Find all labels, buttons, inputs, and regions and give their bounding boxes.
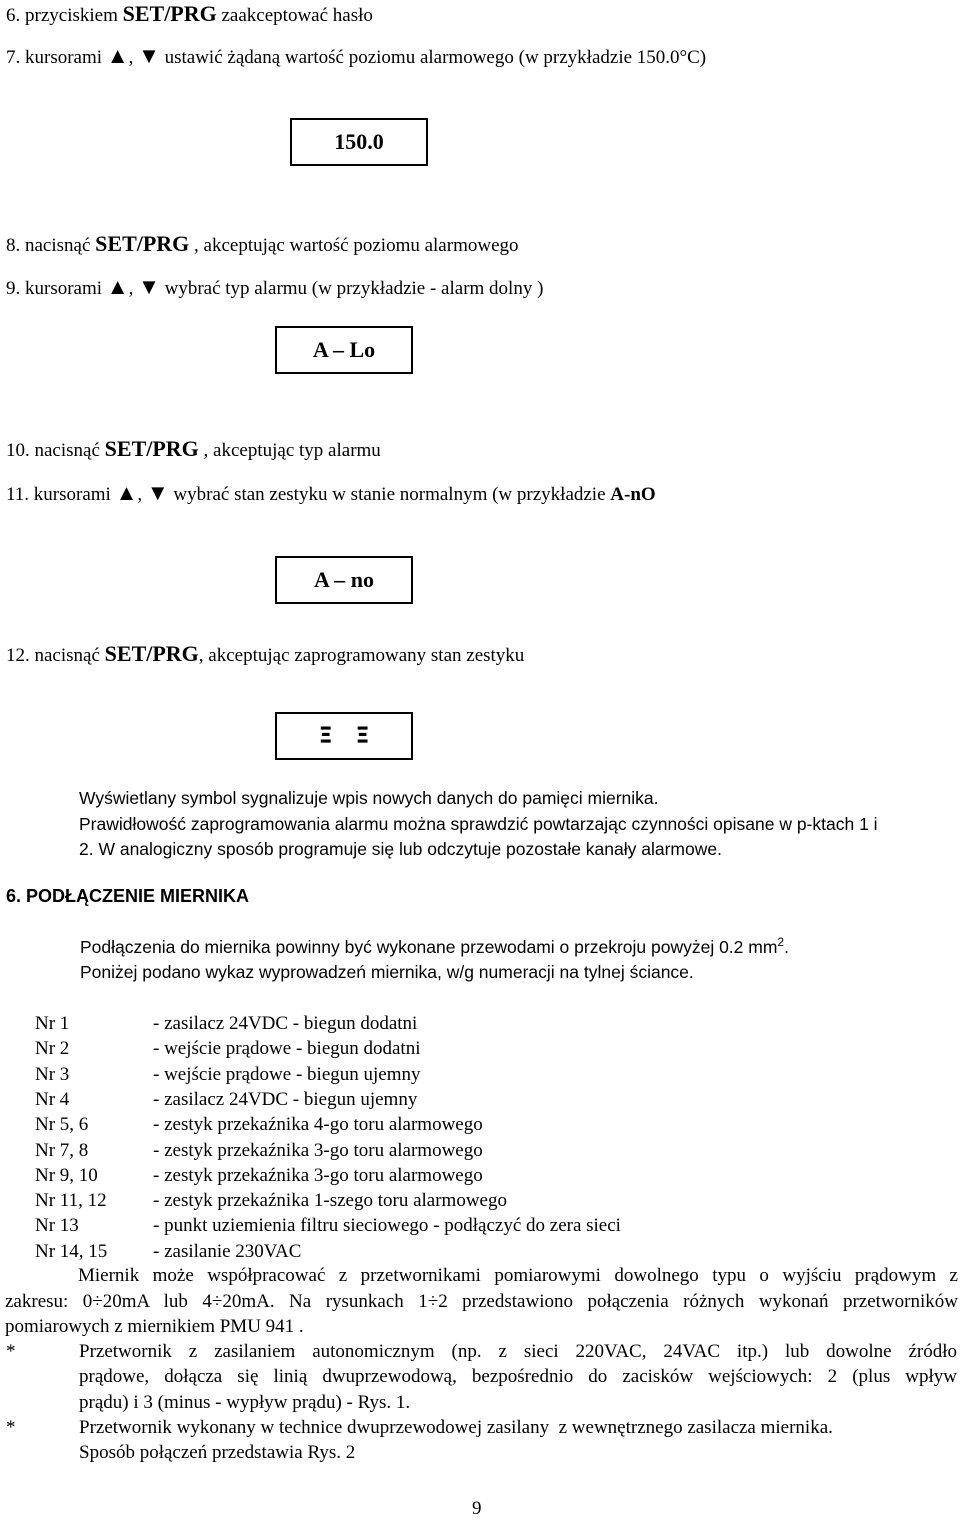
- pin-description: - wejście prądowe - biegun dodatni: [153, 1038, 421, 1060]
- pin-description: - zestyk przekaźnika 1-szego toru alarmowego: [153, 1190, 507, 1212]
- bullet-1-line-2: prądowe, dołącza się linią dwuprzewodową, bezpośrednio do zacisków wejściowych: 2 (plus wpływ: [79, 1366, 957, 1387]
- section-para-1-text: Podłączenia do miernika powinny być wykonane przewodami o przekroju powyżej 0.2 mm: [80, 937, 778, 957]
- para-line-1: Miernik może współpracować z przetwornikami pomiarowymi dowolnego typu o wyjściu prądowym z: [78, 1265, 958, 1286]
- step-10-text: 10. nacisnąć: [6, 440, 105, 461]
- step-9-text: 9. kursorami: [6, 278, 107, 299]
- display-value-box: 150.0: [290, 118, 428, 166]
- pin-number: Nr 5, 6: [35, 1114, 89, 1136]
- pin-number: Nr 3: [35, 1063, 70, 1085]
- pin-description: - zestyk przekaźnika 3-go toru alarmowego: [153, 1164, 483, 1186]
- set-prg-key-label: SET/PRG: [104, 436, 199, 461]
- pin-number: Nr 9, 10: [35, 1164, 98, 1186]
- display-contact-box: A – no: [275, 556, 413, 604]
- step-6-text: 6. przyciskiem: [6, 5, 123, 26]
- step-9: [6, 275, 543, 301]
- pin-number: Nr 11, 12: [35, 1190, 107, 1212]
- para-line-3: pomiarowych z miernikiem PMU 941 .: [5, 1316, 304, 1337]
- step-7-suffix: ustawić żądaną wartość poziomu alarmowego (w przykładzie 150.0°C): [159, 47, 707, 68]
- step-8-suffix: , akceptując wartość poziomu alarmowego: [189, 235, 519, 256]
- note-line-3: 2. W analogiczny sposób programuje się lub odczytuje pozostałe kanały alarmowe.: [79, 839, 722, 859]
- set-prg-key-label: SET/PRG: [95, 231, 190, 256]
- pin-description: - wejście prądowe - biegun ujemny: [153, 1063, 421, 1085]
- section-para-1: [80, 935, 789, 959]
- pin-description: - zestyk przekaźnika 4-go toru alarmowego: [153, 1114, 483, 1136]
- set-prg-key-label: SET/PRG: [122, 1, 217, 26]
- arrow-up-icon: ▲: [106, 274, 129, 299]
- note-line-1: Wyświetlany symbol sygnalizuje wpis nowych danych do pamięci miernika.: [79, 788, 659, 808]
- pin-number: Nr 2: [35, 1038, 70, 1060]
- arrow-up-icon: ▲: [115, 480, 138, 505]
- bullet-1-line-3: prądu) i 3 (minus - wypływ prądu) - Rys. 1.: [79, 1392, 411, 1413]
- set-prg-key-label: SET/PRG: [104, 641, 199, 666]
- pin-number: Nr 14, 15: [35, 1240, 108, 1262]
- display-saved-symbol-box: Ξ Ξ: [275, 712, 413, 760]
- pin-description: - zasilacz 24VDC - biegun dodatni: [153, 1013, 418, 1034]
- arrow-down-icon: ▼: [146, 480, 169, 505]
- step-8-text: 8. nacisnąć: [6, 235, 96, 256]
- step-10: [6, 437, 381, 463]
- arrow-up-icon: ▲: [106, 43, 129, 68]
- step-12: [6, 642, 524, 668]
- step-10-suffix: , akceptując typ alarmu: [198, 440, 381, 461]
- step-12-suffix: , akceptując zaprogramowany stan zestyku: [198, 645, 525, 666]
- pin-number: Nr 4: [35, 1088, 70, 1110]
- step-7-text: 7. kursorami: [6, 47, 107, 68]
- pin-description: - zasilanie 230VAC: [153, 1240, 302, 1262]
- pin-number: Nr 13: [35, 1215, 79, 1237]
- step-6-suffix: zaakceptować hasło: [216, 5, 373, 26]
- arrow-down-icon: ▼: [138, 274, 160, 299]
- separator: ,: [128, 278, 139, 299]
- step-7: [6, 44, 706, 70]
- period: .: [784, 937, 789, 957]
- bullet-2-line-1: Przetwornik wykonany w technice dwuprzewodowej zasilany z wewnętrznego zasilacza miernika.: [79, 1417, 833, 1438]
- contact-state-value: A-nO: [610, 484, 656, 505]
- step-12-text: 12. nacisnąć: [6, 645, 105, 666]
- bullet-1-line-1: Przetwornik z zasilaniem autonomicznym (np. z sieci 220VAC, 24VAC itp.) lub dowolne źródło: [79, 1341, 957, 1362]
- step-11-text: 11. kursorami: [6, 484, 116, 505]
- page-number: 9: [472, 1498, 482, 1519]
- bullet-mark: *: [6, 1341, 16, 1362]
- note-line-2: Prawidłowość zaprogramowania alarmu można sprawdzić powtarzając czynności opisane w p-ktach 1 i: [79, 814, 878, 834]
- para-line-2: zakresu: 0÷20mA lub 4÷20mA. Na rysunkach 1÷2 przedstawiono połączenia różnych wykonań przetworników: [5, 1291, 958, 1312]
- pin-description: - zestyk przekaźnika 3-go toru alarmowego: [153, 1139, 483, 1161]
- pin-description: - zasilacz 24VDC - biegun ujemny: [153, 1088, 418, 1110]
- pin-number: Nr 1: [35, 1013, 70, 1034]
- pin-number: Nr 7, 8: [35, 1139, 89, 1161]
- separator: ,: [128, 47, 139, 68]
- superscript: 2: [777, 935, 785, 950]
- display-alarm-type-box: A – Lo: [275, 326, 413, 374]
- step-11: [6, 481, 656, 507]
- section-heading: 6. PODŁĄCZENIE MIERNIKA: [6, 886, 250, 906]
- bullet-mark: *: [6, 1417, 16, 1438]
- pin-description: - punkt uziemienia filtru sieciowego - podłączyć do zera sieci: [153, 1215, 621, 1237]
- step-9-suffix: wybrać typ alarmu (w przykładzie - alarm dolny ): [159, 278, 544, 299]
- arrow-down-icon: ▼: [138, 43, 160, 68]
- step-6: [6, 2, 373, 28]
- bullet-2-line-2: Sposób połączeń przedstawia Rys. 2: [79, 1442, 356, 1463]
- separator: ,: [137, 484, 147, 505]
- section-para-2: Poniżej podano wykaz wyprowadzeń miernika, w/g numeracji na tylnej ściance.: [80, 962, 694, 982]
- step-8: [6, 232, 519, 258]
- step-11-suffix: wybrać stan zestyku w stanie normalnym (w przykładzie: [168, 484, 611, 505]
